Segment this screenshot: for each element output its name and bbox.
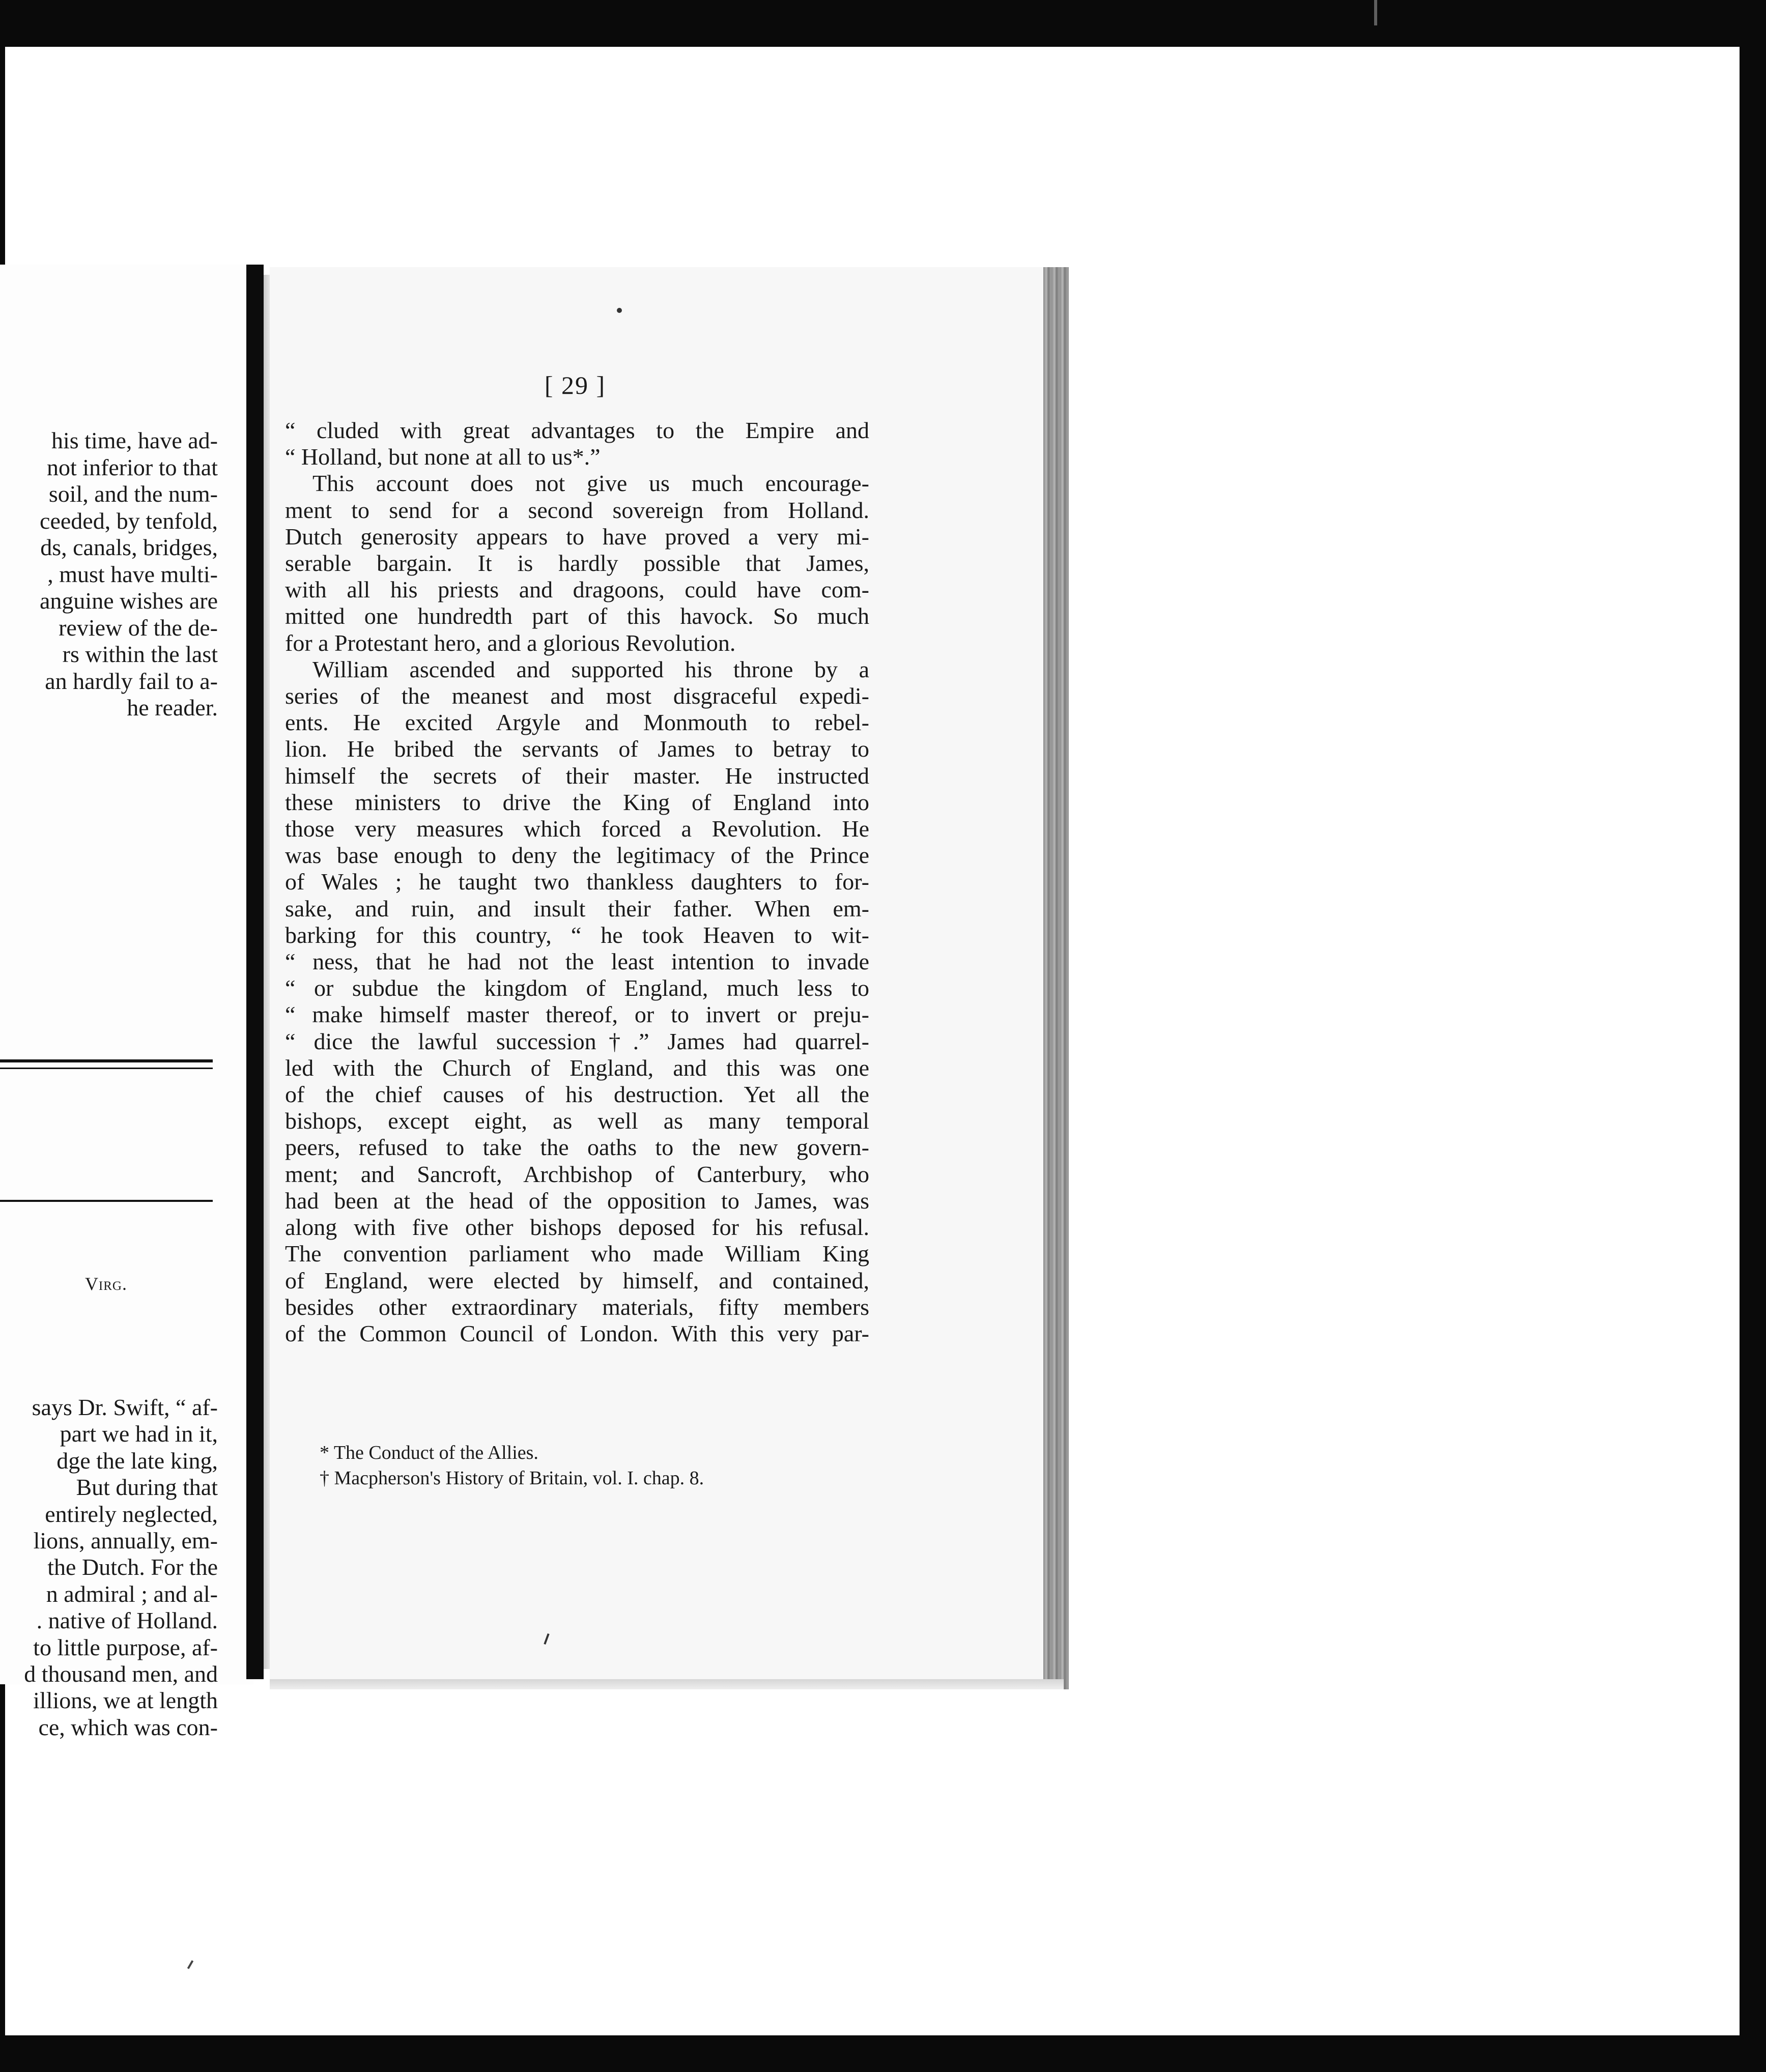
text-line: rs within the last <box>62 641 218 667</box>
section-rule <box>0 1200 213 1202</box>
ink-speck <box>617 308 622 313</box>
text-line: This account does not give us much encourage- <box>312 470 869 497</box>
left-page-body <box>0 1394 218 1741</box>
text-line: not inferior to that <box>47 454 218 480</box>
scan-border-bottom <box>0 2035 1766 2072</box>
book-gutter <box>246 265 264 1679</box>
text-line: review of the de- <box>59 614 218 641</box>
text-line: . native of Holland. <box>36 1607 218 1634</box>
text-line: illions, we at length <box>33 1687 218 1714</box>
left-page <box>0 265 253 1740</box>
double-rule <box>0 1059 213 1062</box>
text-line: besides other extraordinary materials, fifty members <box>285 1293 869 1320</box>
right-page-text <box>285 417 869 1347</box>
text-line: “ or subdue the kingdom of England, much less to <box>285 975 869 1001</box>
text-line: lion. He bribed the servants of James to betray to <box>285 736 869 762</box>
footnotes <box>320 1440 829 1491</box>
epigraph-attribution: Virg. <box>84 1274 127 1294</box>
text-line: , must have multi- <box>47 561 218 587</box>
text-line: led with the Church of England, and this was one <box>285 1054 869 1081</box>
page-bottom-edge <box>270 1679 1064 1689</box>
text-line: had been at the head of the opposition to James, was <box>285 1187 869 1214</box>
text-line: mitted one hundredth part of this havock. So much <box>285 603 869 629</box>
text-line: “ dice the lawful succession†.” James had quarrel- <box>285 1028 869 1054</box>
text-line: of the chief causes of his destruction. Yet all the <box>285 1081 869 1108</box>
scan-border-right <box>1740 0 1766 2072</box>
page-stack-edge <box>1043 267 1069 1689</box>
text-line: ceeded, by tenfold, <box>40 507 218 534</box>
text-line: with all his priests and dragoons, could have com- <box>285 577 869 603</box>
text-line: peers, refused to take the oaths to the new govern- <box>285 1134 869 1161</box>
text-line: serable bargain. It is hardly possible that James, <box>285 550 869 577</box>
text-line: he reader. <box>127 695 218 721</box>
text-line: bishops, except eight, as well as many temporal <box>285 1108 869 1134</box>
text-line: for a Protestant hero, and a glorious Revolution. <box>285 629 736 656</box>
text-line: The convention parliament who made William King <box>285 1241 869 1267</box>
text-line: of England, were elected by himself, and contained, <box>285 1267 869 1293</box>
text-line: to little purpose, af- <box>33 1634 218 1660</box>
text-line: himself the secrets of their master. He instructed <box>285 762 869 789</box>
text-line: of Wales ; he taught two thankless daughters to for- <box>285 869 869 895</box>
ink-speck <box>187 1960 193 1969</box>
text-line: “ Holland, but none at all to us*.” <box>285 444 601 470</box>
text-line: lions, annually, em- <box>33 1528 218 1554</box>
scan-border-top <box>0 0 1766 47</box>
text-line: But during that <box>76 1474 218 1501</box>
text-line: says Dr. Swift, “ af- <box>32 1394 218 1420</box>
text-line: anguine wishes are <box>40 588 218 614</box>
text-line: part we had in it, <box>60 1421 218 1447</box>
text-line: of the Common Council of London. With this very par- <box>285 1320 869 1346</box>
text-line: series of the meanest and most disgraceful expedi- <box>285 683 869 709</box>
text-line: “ ness, that he had not the least intention to invade <box>285 948 869 975</box>
text-line: ment; and Sancroft, Archbishop of Canterbury, who <box>285 1161 869 1187</box>
text-line: d thousand men, and <box>24 1661 218 1687</box>
text-line: was base enough to deny the legitimacy of the Prince <box>285 842 869 869</box>
page-number: [ 29 ] <box>544 371 606 399</box>
text-line: the Dutch. For the <box>47 1554 218 1580</box>
text-line: entirely neglected, <box>45 1501 218 1527</box>
footnote: † Macpherson's History of Britain, vol. I. chap. 8. <box>320 1467 704 1489</box>
text-line: William ascended and supported his throne by a <box>312 656 869 682</box>
text-line: n admiral ; and al- <box>46 1580 218 1607</box>
text-line: these ministers to drive the King of England into <box>285 789 869 815</box>
text-line: Dutch generosity appears to have proved a very mi- <box>285 523 869 550</box>
left-page-text <box>0 427 218 722</box>
footnote: * The Conduct of the Allies. <box>320 1442 538 1463</box>
text-line: sake, and ruin, and insult their father. When em- <box>285 895 869 922</box>
text-line: ce, which was con- <box>38 1714 218 1740</box>
text-line: those very measures which forced a Revolution. He <box>285 816 869 842</box>
text-line: an hardly fail to a- <box>45 668 218 694</box>
text-line: ds, canals, bridges, <box>40 534 218 560</box>
double-rule <box>0 1068 213 1069</box>
text-line: barking for this country, “ he took Heaven to wit- <box>285 922 869 948</box>
text-line: his time, have ad- <box>51 427 218 453</box>
text-line: along with five other bishops deposed for his refusal. <box>285 1214 869 1241</box>
scan-artifact <box>1374 0 1377 25</box>
text-line: “ cluded with great advantages to the Empire and <box>285 417 869 443</box>
text-line: ment to send for a second sovereign from Holland. <box>285 497 869 523</box>
text-line: ents. He excited Argyle and Monmouth to rebel- <box>285 709 869 736</box>
text-line: soil, and the num- <box>48 481 218 507</box>
text-line: “ make himself master thereof, or to invert or preju- <box>285 1001 869 1028</box>
text-line: dge the late king, <box>56 1447 218 1474</box>
